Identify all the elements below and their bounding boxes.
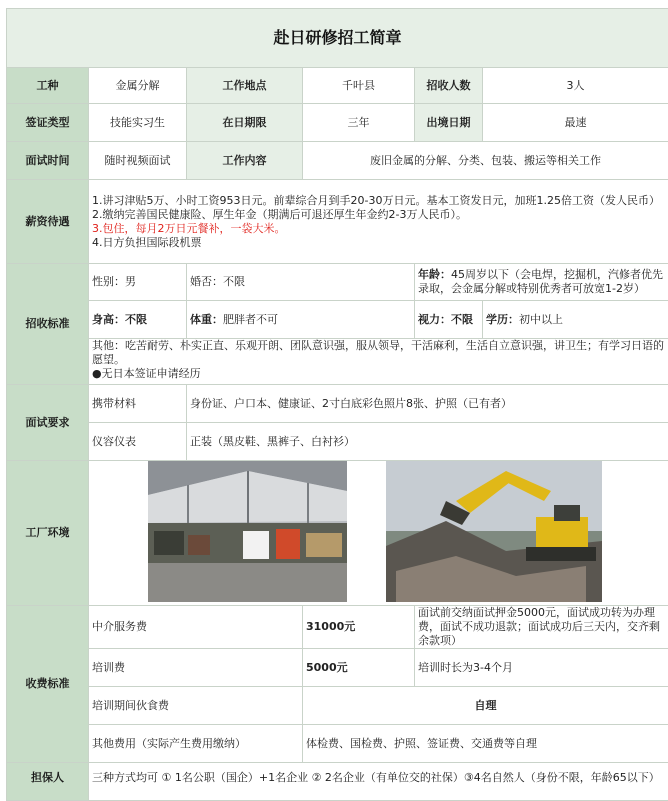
guarantor-text: 三种方式均可 ① 1名公职（国企）+1名企业 ② 2名企业（有单位交的社保）③4名自然人（身份不限，年龄65以下） (89, 763, 668, 801)
weight-value: 肥胖者不可 (223, 313, 278, 326)
recruit-note: ●无日本签证申请经历 (92, 367, 665, 381)
salary-line-2: 2.缴纳完善国民健康险、厚生年金（期满后可退还厚生年金约2-3万人民币）。 (92, 208, 665, 222)
materials-label: 携带材料 (89, 385, 187, 423)
interview-time-label: 面试时间 (7, 142, 89, 180)
excavator-photo (386, 461, 602, 602)
work-content-value: 废旧金属的分解、分类、包装、搬运等相关工作 (303, 142, 668, 180)
work-content-label: 工作内容 (187, 142, 303, 180)
agency-label: 中介服务费 (89, 606, 303, 649)
training-note: 培训时长为3-4个月 (415, 649, 668, 687)
visa-label: 签证类型 (7, 104, 89, 142)
headcount-value: 3人 (483, 68, 668, 104)
other-fees-value: 体检费、国检费、护照、签证费、交通费等自理 (303, 725, 668, 763)
depart-value: 最速 (483, 104, 668, 142)
salary-details (89, 180, 668, 264)
appearance-label: 仪容仪表 (89, 423, 187, 461)
salary-line-3: 3.包住，每月2万日元餐补，一袋大米。 (92, 222, 665, 236)
visa-value: 技能实习生 (89, 104, 187, 142)
guarantor-label: 担保人 (7, 763, 89, 801)
recruit-other (89, 339, 668, 385)
factory-label: 工厂环境 (7, 461, 89, 606)
interview-req-label: 面试要求 (7, 385, 89, 461)
materials-value: 身份证、户口本、健康证、2寸白底彩色照片8张、护照（已有者） (187, 385, 668, 423)
age-cell (415, 264, 668, 301)
age-key: 年龄： (418, 268, 451, 281)
recruit-label: 招收标准 (7, 264, 89, 385)
married-cell: 婚否：不限 (187, 264, 415, 301)
edu-value: 初中以上 (519, 313, 563, 326)
fees-label: 收费标准 (7, 606, 89, 763)
height-cell: 身高：不限 (89, 301, 187, 339)
salary-line-1: 1.讲习津贴5万、小时工资953日元。前辈综合月到手20-30万日元。基本工资发日元，加班1.25倍工资（发人民币） (92, 194, 665, 208)
gender-cell: 性别：男 (89, 264, 187, 301)
weight-key: 体重： (190, 313, 223, 326)
page-title: 赴日研修招工简章 (7, 9, 668, 68)
appearance-value: 正装（黑皮鞋、黑裤子、白衬衫） (187, 423, 668, 461)
interview-time-value: 随时视频面试 (89, 142, 187, 180)
recruitment-table (6, 8, 668, 801)
job-type-label: 工种 (7, 68, 89, 104)
meals-value: 自理 (303, 687, 668, 725)
period-label: 在日期限 (187, 104, 303, 142)
location-label: 工作地点 (187, 68, 303, 104)
agency-value: 31000元 (303, 606, 415, 649)
job-type-value: 金属分解 (89, 68, 187, 104)
factory-photos (89, 461, 668, 606)
headcount-label: 招收人数 (415, 68, 483, 104)
depart-label: 出境日期 (415, 104, 483, 142)
other-fees-label: 其他费用（实际产生费用缴纳） (89, 725, 303, 763)
training-value: 5000元 (303, 649, 415, 687)
recruit-other-text: 其他：吃苦耐劳、朴实正直、乐观开朗、团队意识强，服从领导，干活麻利，生活自立意识强，讲卫生；有学习日语的愿望。 (92, 339, 665, 367)
location-value: 千叶县 (303, 68, 415, 104)
training-label: 培训费 (89, 649, 303, 687)
weight-cell (187, 301, 415, 339)
salary-line-4: 4.日方负担国际段机票 (92, 236, 665, 250)
age-value: 45周岁以下（会电焊，挖掘机，汽修者优先录取，会金属分解或特别优秀者可放宽1-2岁） (418, 268, 663, 295)
agency-note: 面试前交纳面试押金5000元，面试成功转为办理费，面试不成功退款；面试成功后三天内，交齐剩余款项） (415, 606, 668, 649)
edu-key: 学历： (486, 313, 519, 326)
edu-cell (483, 301, 668, 339)
warehouse-photo (148, 461, 347, 602)
meals-label: 培训期间伙食费 (89, 687, 303, 725)
salary-label: 薪资待遇 (7, 180, 89, 264)
vision-cell: 视力：不限 (415, 301, 483, 339)
period-value: 三年 (303, 104, 415, 142)
